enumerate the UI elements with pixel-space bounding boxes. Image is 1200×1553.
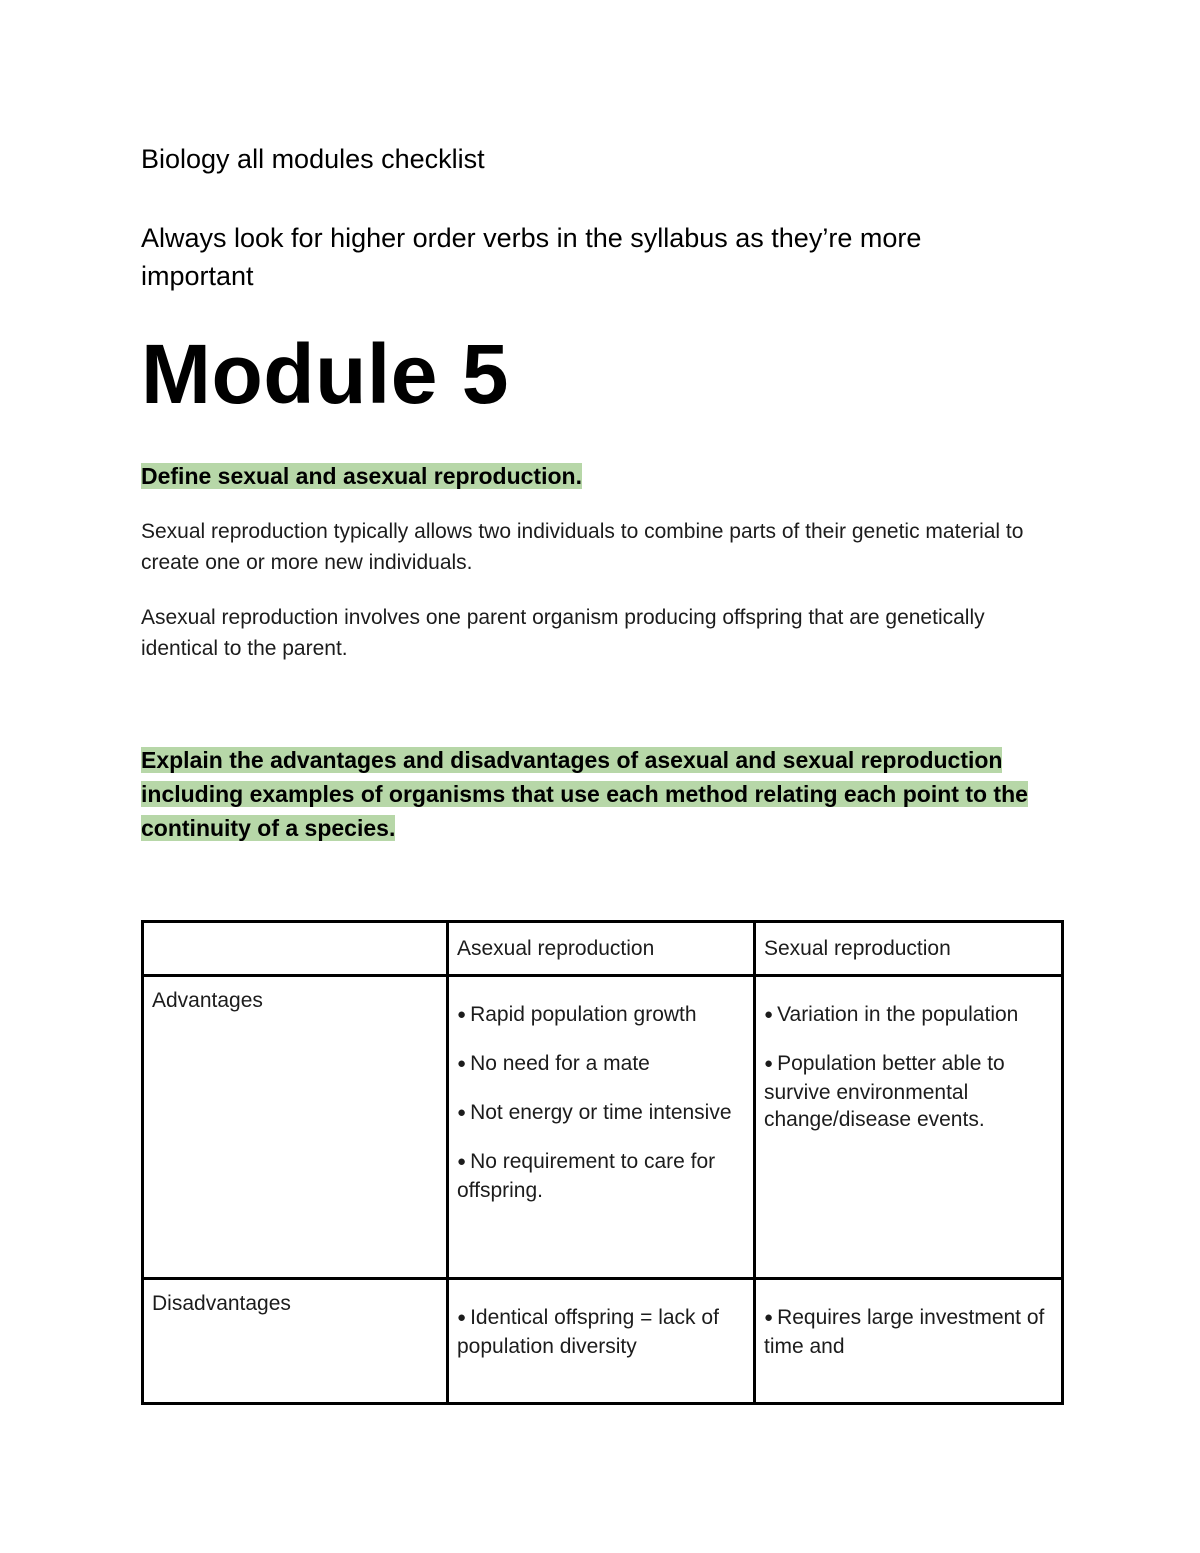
bullet-icon: ●	[457, 1006, 467, 1023]
list-item	[764, 1001, 1053, 1030]
bullet-icon: ●	[457, 1309, 467, 1326]
disadvantages-sexual-cell	[755, 1279, 1063, 1404]
module-heading: Module 5	[141, 327, 510, 421]
header-cell-empty	[143, 922, 448, 976]
list-item	[457, 1304, 745, 1360]
list-item	[457, 1050, 745, 1079]
disadvantages-asexual-list	[457, 1304, 745, 1360]
list-item-text: Variation in the population	[777, 1003, 1019, 1026]
disadvantages-sexual-list	[764, 1304, 1053, 1360]
list-item	[457, 1099, 745, 1128]
header-cell-asexual: Asexual reproduction	[448, 922, 755, 976]
advantages-asexual-cell	[448, 976, 755, 1279]
list-item-text: Identical offspring = lack of population diversity	[457, 1306, 719, 1358]
list-item-text: Rapid population growth	[470, 1003, 697, 1026]
list-item	[457, 1001, 745, 1030]
advantages-sexual-list	[764, 1001, 1053, 1133]
bullet-icon: ●	[764, 1055, 774, 1072]
list-item	[457, 1148, 745, 1204]
table-row-advantages	[143, 976, 1063, 1279]
list-item-text: Not energy or time intensive	[470, 1101, 732, 1124]
comparison-table	[141, 920, 1064, 1405]
disadvantages-asexual-cell	[448, 1279, 755, 1404]
bullet-icon: ●	[457, 1153, 467, 1170]
list-item-text: No need for a mate	[470, 1052, 650, 1075]
row-label-disadvantages: Disadvantages	[143, 1279, 448, 1404]
advantages-sexual-cell	[755, 976, 1063, 1279]
document-title: Biology all modules checklist	[141, 144, 485, 174]
question-explain-advantages	[141, 743, 1041, 845]
advantages-asexual-list	[457, 1001, 745, 1204]
sexual-reproduction-definition: Sexual reproduction typically allows two individuals to combine parts of their genetic material to create one or more new individuals.	[141, 520, 1024, 574]
asexual-reproduction-definition: Asexual reproduction involves one parent organism producing offspring that are genetically identical to the parent.	[141, 606, 985, 660]
list-item-text: No requirement to care for offspring.	[457, 1150, 716, 1202]
list-item	[764, 1050, 1053, 1133]
bullet-icon: ●	[764, 1309, 774, 1326]
table-row-disadvantages	[143, 1279, 1063, 1404]
bullet-icon: ●	[457, 1104, 467, 1121]
header-cell-sexual: Sexual reproduction	[755, 922, 1063, 976]
list-item	[764, 1304, 1053, 1360]
list-item-text: Population better able to survive environmental change/disease events.	[764, 1052, 1005, 1131]
intro-note: Always look for higher order verbs in the syllabus as they’re more important	[141, 223, 922, 291]
bullet-icon: ●	[764, 1006, 774, 1023]
bullet-icon: ●	[457, 1055, 467, 1072]
question-define-reproduction	[141, 460, 582, 492]
row-label-advantages: Advantages	[143, 976, 448, 1279]
question-1-text: Define sexual and asexual reproduction.	[141, 463, 582, 489]
list-item-text: Requires large investment of time and	[764, 1306, 1045, 1358]
table-header-row	[143, 922, 1063, 976]
question-2-text: Explain the advantages and disadvantages of asexual and sexual reproduction including examples of organisms that use each method relating each point to the continuity of a species.	[141, 747, 1028, 841]
